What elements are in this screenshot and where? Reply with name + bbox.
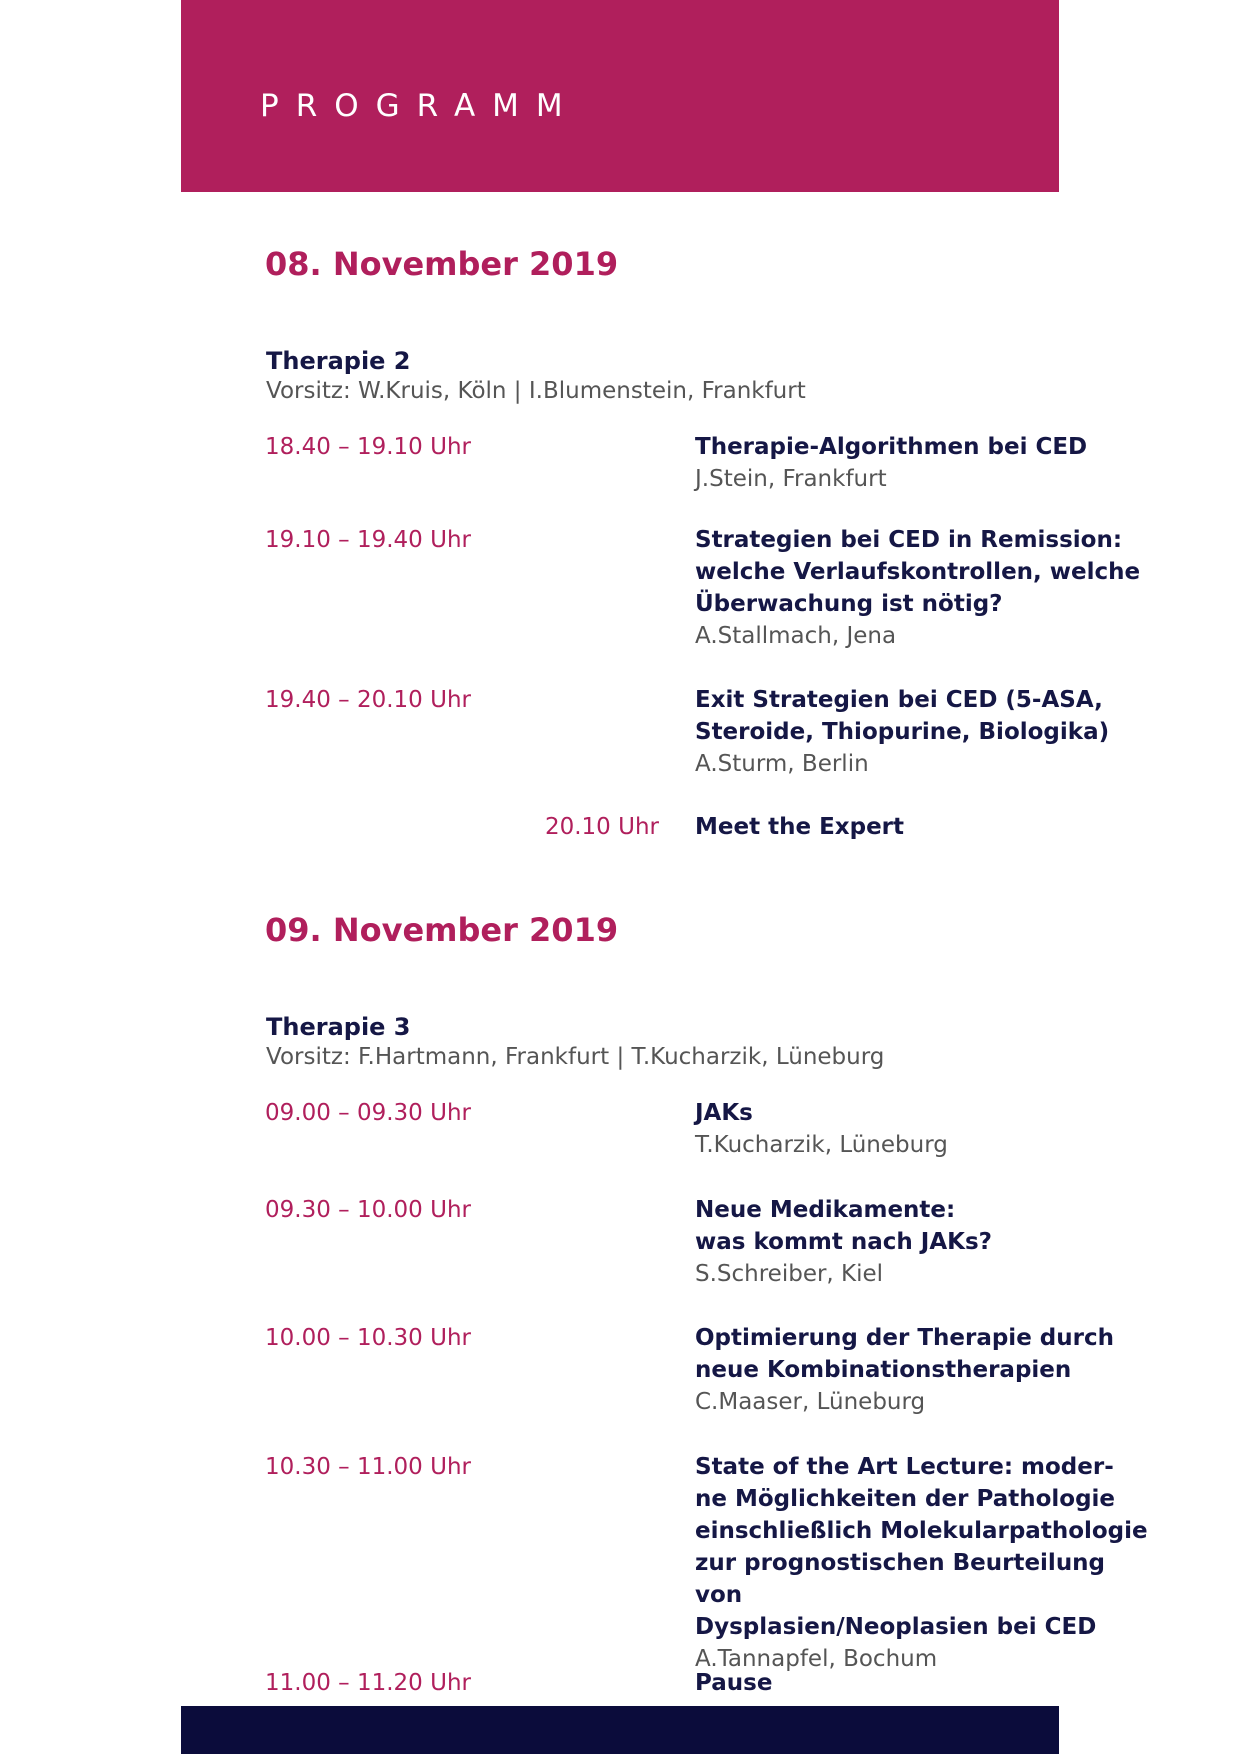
- speaker: A.Tannapfel, Bochum: [695, 1646, 938, 1672]
- item-time: 09.30 – 10.00 Uhr: [265, 1197, 471, 1223]
- day-heading-1: 08. November 2019: [265, 245, 619, 283]
- speaker: S.Schreiber, Kiel: [695, 1261, 884, 1287]
- talk-title: Meet the Expert: [695, 814, 905, 840]
- talk-title: Strategien bei CED in Remission: welche Verlaufskontrollen, welche Überwachung ist nötig?: [695, 527, 1141, 617]
- session-chair-1: Vorsitz: W.Kruis, Köln | I.Blumenstein, Frankfurt: [266, 378, 806, 404]
- day-heading-2: 09. November 2019: [265, 911, 619, 949]
- talk-title: State of the Art Lecture: moder- ne Möglichkeiten der Pathologie einschließlich Molekularpathologie zur prognostischen Beurteilung von Dysplasien/Neoplasien bei CED: [695, 1454, 1148, 1640]
- talk-title: Optimierung der Therapie durch neue Kombinationstherapien: [695, 1325, 1114, 1383]
- talk-title: JAKs: [695, 1100, 753, 1126]
- session-title-2: Therapie 3: [266, 1013, 411, 1041]
- page-title: PROGRAMM: [260, 88, 580, 124]
- talk-title: Exit Strategien bei CED (5-ASA, Steroide, Thiopurine, Biologika): [695, 687, 1110, 745]
- item-time: 11.00 – 11.20 Uhr: [265, 1670, 471, 1696]
- speaker: C.Maaser, Lüneburg: [695, 1389, 926, 1415]
- header-banner: [181, 0, 1059, 192]
- item-time: 18.40 – 19.10 Uhr: [265, 434, 471, 460]
- talk-title: Pause: [695, 1670, 773, 1696]
- speaker: T.Kucharzik, Lüneburg: [695, 1132, 948, 1158]
- item-time: 10.30 – 11.00 Uhr: [265, 1454, 471, 1480]
- item-time: 19.10 – 19.40 Uhr: [265, 527, 471, 553]
- talk-title: Therapie-Algorithmen bei CED: [695, 434, 1088, 460]
- program-page: [181, 0, 1148, 1754]
- item-time: 19.40 – 20.10 Uhr: [265, 687, 471, 713]
- speaker: A.Stallmach, Jena: [695, 623, 897, 649]
- talk-title: Neue Medikamente: was kommt nach JAKs?: [695, 1197, 993, 1255]
- item-time: 10.00 – 10.30 Uhr: [265, 1325, 471, 1351]
- item-time: 09.00 – 09.30 Uhr: [265, 1100, 471, 1126]
- item-time: 20.10 Uhr: [544, 814, 659, 840]
- session-chair-2: Vorsitz: F.Hartmann, Frankfurt | T.Kucharzik, Lüneburg: [266, 1044, 885, 1070]
- session-title-1: Therapie 2: [266, 347, 411, 375]
- speaker: J.Stein, Frankfurt: [695, 466, 887, 492]
- speaker: A.Sturm, Berlin: [695, 751, 869, 777]
- footer-bar: [181, 1706, 1059, 1754]
